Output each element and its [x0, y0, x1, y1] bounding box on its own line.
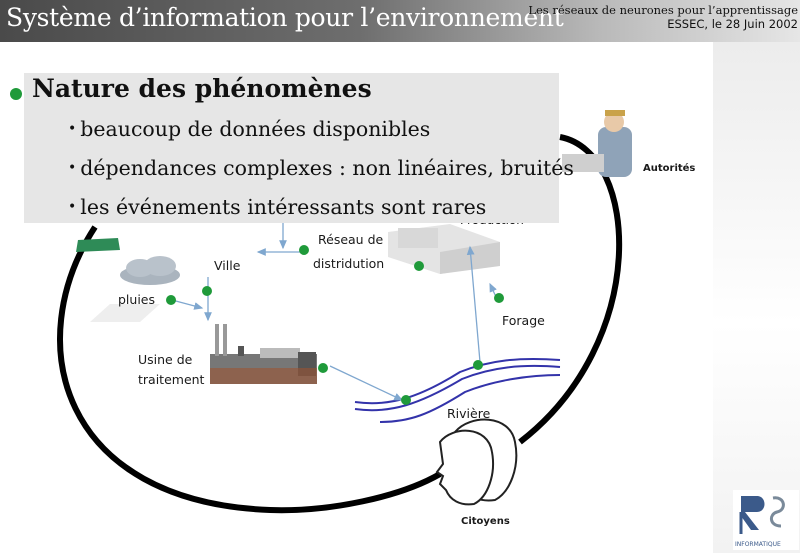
label-autorites: Autorités [643, 163, 696, 174]
bullet-icon [10, 88, 22, 100]
citizens-icon [437, 420, 516, 505]
label-distridution: distridution [313, 256, 385, 271]
label-pluies: pluies [118, 292, 156, 307]
node-production [414, 261, 424, 271]
label-citoyens: Citoyens [461, 516, 510, 527]
label-forage: Forage [502, 313, 545, 328]
slide-title: Système d’information pour l’environnement [6, 3, 564, 32]
label-reseau: Réseau de [318, 232, 384, 247]
node-reseau [299, 245, 309, 255]
header-course: Les réseaux de neurones pour l’apprentissage [528, 3, 798, 17]
bullet-item-2 [68, 156, 574, 180]
sub-bullet-icon: • [68, 160, 77, 176]
bullet-item-3 [68, 195, 486, 219]
bullet-item-text: beaucoup de données disponibles [80, 117, 431, 141]
cloud-icon [120, 256, 180, 285]
house-icon [76, 238, 120, 252]
sub-bullet-icon: • [68, 121, 77, 137]
node-riviere-b [401, 395, 411, 405]
label-riviere: Rivière [447, 406, 491, 421]
node-ville [202, 286, 212, 296]
slide-header [0, 0, 800, 42]
bullet-item-text: dépendances complexes : non linéaires, bruités [80, 156, 574, 180]
header-info [528, 3, 798, 31]
node-riviere-a [473, 360, 483, 370]
production-icon [388, 224, 500, 274]
label-usine-2: traitement [138, 372, 205, 387]
header-date: ESSEC, le 28 Juin 2002 [667, 17, 798, 31]
node-usine [318, 363, 328, 373]
label-usine-1: Usine de [138, 352, 193, 367]
bullet-title: Nature des phénomènes [32, 74, 372, 103]
node-forage [494, 293, 504, 303]
factory-icon [210, 324, 317, 384]
sub-bullet-icon: • [68, 199, 77, 215]
logo-caption: INFORMATIQUE [735, 541, 781, 548]
bullet-item-1 [68, 117, 430, 141]
institution-logo [733, 490, 799, 550]
label-ville: Ville [214, 258, 241, 273]
right-sidebar [713, 42, 800, 553]
bullet-item-text: les événements intéressants sont rares [80, 195, 487, 219]
node-pluies [166, 295, 176, 305]
